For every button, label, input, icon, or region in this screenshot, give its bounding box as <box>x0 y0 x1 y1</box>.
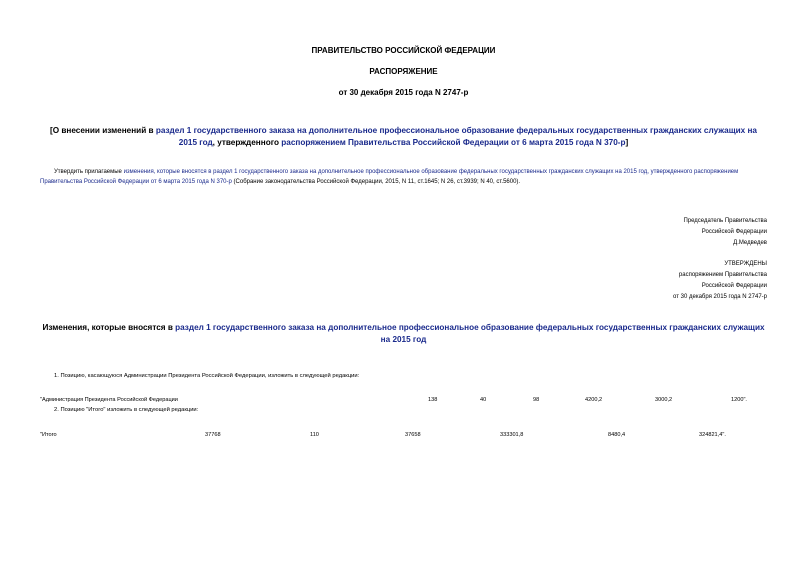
row2-col1: 37768 <box>205 432 221 438</box>
item-2-text: 2. Позицию "Итого" изложить в следующей редакции: <box>54 407 199 413</box>
row1-col3: 98 <box>533 397 540 403</box>
row2-col2: 110 <box>310 432 319 438</box>
document-title <box>40 125 767 149</box>
item-1-text: 1. Позицию, касающуюся Администрации Президента Российской Федерации, изложить в следующей редакции: <box>54 373 360 379</box>
changes-title <box>40 322 767 346</box>
row1-col2: 40 <box>480 397 487 403</box>
row2-col5: 8480,4 <box>608 432 626 438</box>
row1-col6: 1200". <box>731 397 747 403</box>
approved-line-2: распоряжением Правительства <box>678 272 767 278</box>
row2-col4: 333301,8 <box>500 432 524 438</box>
doc-date-heading: от 30 декабря 2015 года N 2747-р <box>338 88 469 97</box>
changes-title-link[interactable]: раздел 1 государственного заказа на дополнительное профессиональное образование федеральных государственных гражданских служащих на 2015 год <box>175 323 765 344</box>
row1-col5: 3000,2 <box>655 397 673 403</box>
title-suffix: ] <box>625 138 629 147</box>
title-prefix: [О внесении изменений в <box>50 126 156 135</box>
approved-line-4: от 30 декабря 2015 года N 2747-р <box>673 294 767 300</box>
title-link-order[interactable]: распоряжением Правительства Российской Федерации от 6 марта 2015 года N 370-р <box>281 138 626 147</box>
signature-line-2: Российской Федерации <box>701 229 767 235</box>
row1-col4: 4200,2 <box>585 397 603 403</box>
government-heading: ПРАВИТЕЛЬСТВО РОССИЙСКОЙ ФЕДЕРАЦИИ <box>311 46 496 55</box>
approved-line-1: УТВЕРЖДЕНЫ <box>724 261 767 267</box>
row2-name: "Итого <box>40 432 57 438</box>
doc-type-heading: РАСПОРЯЖЕНИЕ <box>369 67 438 76</box>
signature-line-1: Председатель Правительства <box>683 218 767 224</box>
approved-block <box>467 259 767 303</box>
paragraph-text-end: (Собрание законодательства Российской Федерации, 2015, N 11, ст.1645; N 26, ст.3939; N 40, ст.5600). <box>231 179 521 185</box>
paragraph-link[interactable]: изменения, которые вносятся в раздел 1 государственного заказа на дополнительное профессиональное образование федеральных государственных гражданских служащих на 2015 год, утвержденного распоряжением Правительства Российской Федерации от 6 марта 2015 года N 370-р <box>40 169 739 185</box>
changes-title-prefix: Изменения, которые вносятся в <box>42 323 176 332</box>
approved-line-3: Российской Федерации <box>701 283 767 289</box>
main-paragraph <box>40 167 772 187</box>
row1-col1: 138 <box>428 397 438 403</box>
row2-col3: 37658 <box>405 432 421 438</box>
row2-col6: 324821,4". <box>699 432 726 438</box>
title-middle: , утвержденного <box>212 138 282 147</box>
signature-block <box>467 216 767 249</box>
paragraph-text-start: Утвердить прилагаемые <box>54 169 124 175</box>
title-link-section[interactable]: раздел 1 государственного заказа на дополнительное профессиональное образование федеральных государственных гражданских служащих на 2015 год <box>155 126 757 147</box>
signature-line-3: Д.Медведев <box>733 240 767 246</box>
row1-name: "Администрация Президента Российской Федерации <box>40 397 178 403</box>
